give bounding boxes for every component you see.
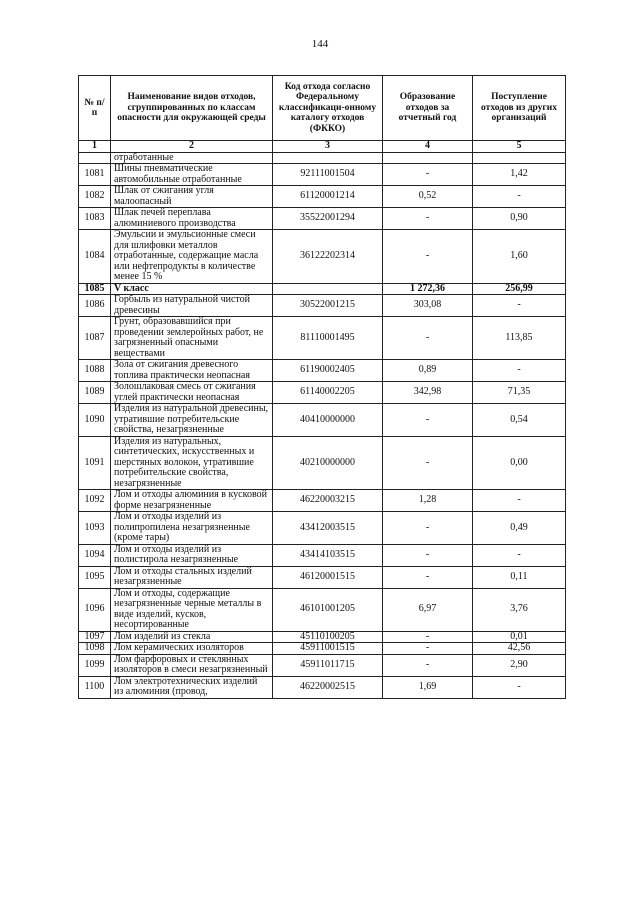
generated-amount: 303,08 [383,295,473,317]
received-amount: 42,56 [473,643,566,655]
row-number: 1093 [79,512,111,545]
table-row [79,404,566,437]
table-row [79,295,566,317]
received-amount: 113,85 [473,317,566,360]
header-name: Наименование видов отходов, сгруппированных по классам опасности для окружающей среды [111,76,273,141]
waste-name: Лом фарфоровых и стеклянных изоляторов в смеси незагрязненный [111,654,273,676]
row-number: 1098 [79,643,111,655]
row-number: 1090 [79,404,111,437]
fkko-code: 46220002515 [273,676,383,698]
fkko-code: 46220003215 [273,490,383,512]
generated-amount: - [383,230,473,284]
received-amount: 256,99 [473,283,566,295]
table-row [79,283,566,295]
row-number: 1083 [79,208,111,230]
generated-amount: - [383,654,473,676]
table-row [79,490,566,512]
header-received: Поступление отходов из других организаций [473,76,566,141]
generated-amount [383,152,473,164]
generated-amount: - [383,631,473,643]
row-number: 1091 [79,436,111,490]
waste-name: Шины пневматические автомобильные отработанные [111,164,273,186]
fkko-code: 46120001515 [273,566,383,588]
generated-amount: 0,52 [383,186,473,208]
table-row [79,186,566,208]
generated-amount: 6,97 [383,588,473,631]
received-amount: 0,11 [473,566,566,588]
generated-amount: 0,89 [383,360,473,382]
fkko-code: 43412003515 [273,512,383,545]
table-row [79,588,566,631]
generated-amount: 1,69 [383,676,473,698]
waste-name: Изделия из натуральных, синтетических, искусственных и шерстяных волокон, утратившие потребительские свойства, незагрязненные [111,436,273,490]
column-number-row [79,141,566,153]
row-number: 1096 [79,588,111,631]
table-row [79,654,566,676]
table-row [79,317,566,360]
received-amount: 71,35 [473,382,566,404]
row-number: 1095 [79,566,111,588]
table-row [79,230,566,284]
row-number: 1086 [79,295,111,317]
generated-amount: 342,98 [383,382,473,404]
fkko-code: 30522001215 [273,295,383,317]
received-amount: - [473,360,566,382]
row-number [79,152,111,164]
received-amount: - [473,490,566,512]
fkko-code [273,152,383,164]
table-row [79,643,566,655]
column-number: 3 [273,141,383,153]
waste-name: Лом и отходы изделий из полистирола незагрязненные [111,544,273,566]
waste-name: Эмульсии и эмульсионные смеси для шлифовки металлов отработанные, содержащие масла или нефтепродукты в количестве менее 15 % [111,230,273,284]
table-row [79,382,566,404]
table-row [79,152,566,164]
received-amount: 0,49 [473,512,566,545]
waste-name: Горбыль из натуральной чистой древесины [111,295,273,317]
waste-name: Золошлаковая смесь от сжигания углей практически неопасная [111,382,273,404]
waste-name: Лом и отходы алюминия в кусковой форме незагрязненные [111,490,273,512]
received-amount: 0,54 [473,404,566,437]
fkko-code: 61120001214 [273,186,383,208]
waste-name: V класс [111,283,273,295]
received-amount: - [473,676,566,698]
row-number: 1081 [79,164,111,186]
column-number: 2 [111,141,273,153]
received-amount: - [473,544,566,566]
table-row [79,544,566,566]
waste-name: Зола от сжигания древесного топлива практически неопасная [111,360,273,382]
row-number: 1088 [79,360,111,382]
waste-name: Лом изделий из стекла [111,631,273,643]
fkko-code: 45911001515 [273,643,383,655]
generated-amount: 1,28 [383,490,473,512]
received-amount: - [473,295,566,317]
fkko-code: 61140002205 [273,382,383,404]
row-number: 1085 [79,283,111,295]
generated-amount: - [383,544,473,566]
row-number: 1092 [79,490,111,512]
received-amount: - [473,186,566,208]
waste-name: Лом электротехнических изделий из алюминия (провод, [111,676,273,698]
row-number: 1087 [79,317,111,360]
fkko-code: 92111001504 [273,164,383,186]
generated-amount: - [383,643,473,655]
table-row [79,676,566,698]
generated-amount: - [383,404,473,437]
column-number: 1 [79,141,111,153]
waste-name: Лом и отходы стальных изделий незагрязненные [111,566,273,588]
header-code: Код отхода согласно Федеральному классификаци-онному каталогу отходов (ФККО) [273,76,383,141]
fkko-code: 40210000000 [273,436,383,490]
page-number: 144 [311,38,329,50]
waste-name: отработанные [111,152,273,164]
waste-table [78,75,566,699]
waste-name: Изделия из натуральной древесины, утратившие потребительские свойства, незагрязненные [111,404,273,437]
column-number: 4 [383,141,473,153]
received-amount: 0,90 [473,208,566,230]
received-amount [473,152,566,164]
waste-name: Грунт, образовавшийся при проведении землеройных работ, не загрязненный опасными веществами [111,317,273,360]
row-number: 1100 [79,676,111,698]
table-header-row [79,76,566,141]
table-row [79,208,566,230]
received-amount: 0,00 [473,436,566,490]
received-amount: 0,01 [473,631,566,643]
generated-amount: - [383,436,473,490]
waste-name: Шлак печей переплава алюминиевого производства [111,208,273,230]
table-row [79,631,566,643]
header-num: № п/п [79,76,111,141]
generated-amount: 1 272,36 [383,283,473,295]
generated-amount: - [383,164,473,186]
received-amount: 1,42 [473,164,566,186]
generated-amount: - [383,208,473,230]
received-amount: 3,76 [473,588,566,631]
fkko-code: 36122202314 [273,230,383,284]
fkko-code: 45110100205 [273,631,383,643]
waste-name: Лом и отходы, содержащие незагрязненные черные металлы в виде изделий, кусков, несортированные [111,588,273,631]
received-amount: 1,60 [473,230,566,284]
row-number: 1097 [79,631,111,643]
waste-name: Лом керамических изоляторов [111,643,273,655]
waste-name: Шлак от сжигания угля малоопасный [111,186,273,208]
row-number: 1084 [79,230,111,284]
table-row [79,436,566,490]
row-number: 1089 [79,382,111,404]
fkko-code: 45911011715 [273,654,383,676]
waste-name: Лом и отходы изделий из полипропилена незагрязненные (кроме тары) [111,512,273,545]
table-row [79,566,566,588]
row-number: 1082 [79,186,111,208]
generated-amount: - [383,512,473,545]
table-row [79,360,566,382]
table-row [79,164,566,186]
fkko-code [273,283,383,295]
column-number: 5 [473,141,566,153]
fkko-code: 43414103515 [273,544,383,566]
generated-amount: - [383,317,473,360]
fkko-code: 46101001205 [273,588,383,631]
fkko-code: 81110001495 [273,317,383,360]
fkko-code: 61190002405 [273,360,383,382]
fkko-code: 40410000000 [273,404,383,437]
fkko-code: 35522001294 [273,208,383,230]
table-row [79,512,566,545]
row-number: 1094 [79,544,111,566]
generated-amount: - [383,566,473,588]
row-number: 1099 [79,654,111,676]
received-amount: 2,90 [473,654,566,676]
header-generated: Образование отходов за отчетный год [383,76,473,141]
table-body [79,152,566,698]
